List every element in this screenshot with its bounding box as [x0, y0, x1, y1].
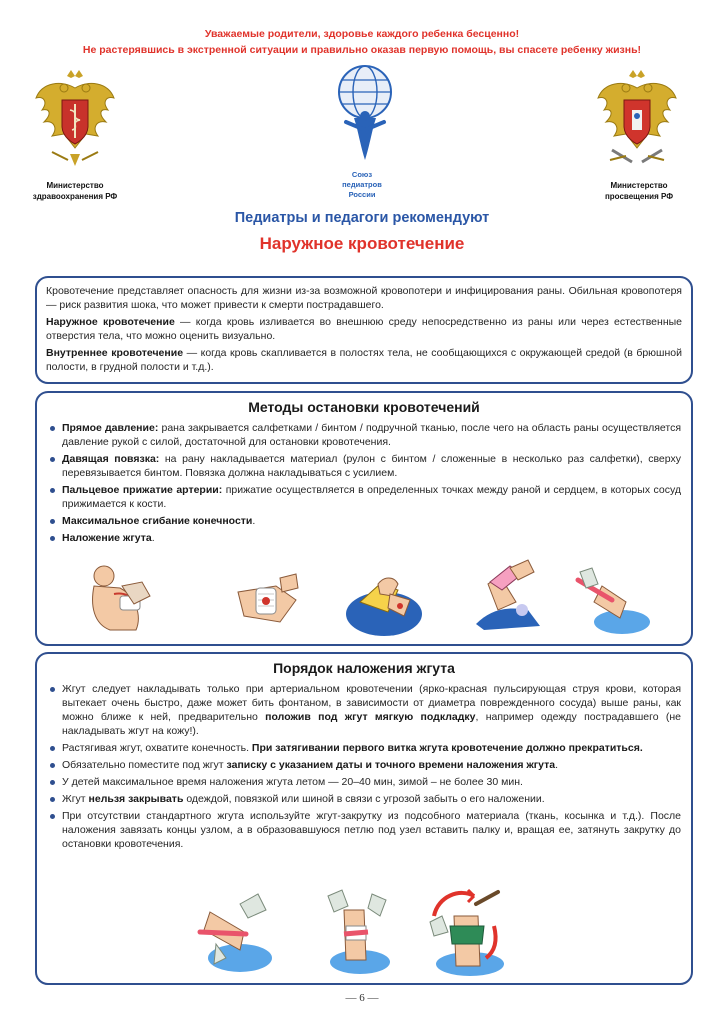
recommend-subtitle: Педиатры и педагоги рекомендуют [234, 210, 490, 226]
education-ministry-label [584, 180, 694, 202]
step-text: Обязательно поместите под жгут [62, 759, 227, 771]
pressure-bandage-illustration-icon [236, 566, 302, 636]
page-title: Наружное кровотечение [259, 234, 465, 253]
method-description: . [151, 532, 155, 544]
pediatricians-union-label [320, 170, 404, 200]
step-text: , например одежду пострадавшего (не накладывать жгут на кожу!). [62, 711, 681, 737]
step-text: . [555, 759, 559, 771]
external-bleeding-term: Наружное кровотечение [46, 316, 175, 328]
list-item [47, 809, 681, 851]
method-name: Максимальное сгибание конечности [62, 515, 253, 527]
pediatricians-union-label-line-2: педиатров [342, 180, 382, 189]
method-name: Прямое давление: [62, 422, 159, 434]
health-ministry-label-line-2: здравоохранения РФ [32, 192, 118, 201]
method-name: Наложение жгута [62, 532, 152, 544]
step-text: одеждой, повязкой или шиной в связи с угрозой забыть о его наложении. [183, 793, 545, 805]
step-emphasis: положив под жгут мягкую подкладку [265, 711, 476, 723]
step-text: Жгут следует накладывать только при артериальном кровотечении (ярко-красная пульсирующая струя крови, которая вытекает очень быстро, даже может бить фонтаном, в зависимости от диаметра поврежденного сосуда) выше раны, как можно ближе к ней, предварительно [62, 683, 681, 723]
step-text: Жгут [62, 793, 89, 805]
list-item [47, 792, 681, 806]
list-item [47, 483, 681, 511]
step-emphasis: записку с указанием даты и точного времени наложения жгута [226, 759, 556, 771]
method-description: прижатие осуществляется в определенных точках между раной и сердцем, в которых сосуд прижимается к кости. [62, 484, 681, 510]
list-item [47, 514, 681, 528]
list-item [47, 421, 681, 449]
pediatricians-union-label-line-1: Союз [351, 170, 373, 179]
page-number: — 6 — [345, 992, 379, 1004]
header-line-1: Уважаемые родители, здоровье каждого ребенка бесценно! [204, 28, 520, 40]
tourniquet-step-1-illustration-icon [196, 888, 274, 974]
tourniquet-method-illustration-icon [572, 566, 652, 636]
step-emphasis: нельзя закрывать [88, 793, 184, 805]
method-name: Пальцевое прижатие артерии: [62, 484, 223, 496]
list-item [47, 775, 681, 789]
header-line-2: Не растерявшись в экстренной ситуации и правильно оказав первую помощь, вы спасете ребенку жизнь! [82, 44, 642, 56]
list-item [47, 741, 681, 755]
step-text: При отсутствии стандартного жгута используйте жгут-закрутку из подсобного материала (ткань, косынка и т.д.). После наложения завязать концы узлом, а в образовавшуюся петлю под узел вставить палку и, вращая ее, затянуть закрутку до остановки кровотечения. [62, 810, 681, 850]
tourniquet-step-2-illustration-icon [322, 886, 394, 976]
method-description: . [252, 515, 256, 527]
step-text: Растягивая жгут, охватите конечность. [62, 742, 252, 754]
direct-pressure-illustration-icon [80, 556, 160, 634]
step-emphasis: При затягивании первого витка жгута кровотечение должно прекратиться. [251, 742, 643, 754]
education-ministry-emblem-icon [596, 68, 678, 172]
internal-bleeding-definition: — когда кровь скапливается в полостях тела, не сообщающихся с окружающей средой (в брюшной полости, в грудной полости и т.д.). [46, 347, 682, 373]
education-ministry-label-line-2: просвещения РФ [604, 192, 674, 201]
method-description: рана закрывается салфетками / бинтом / подручной тканью, после чего на область раны осуществляется давление рукой с силой, достаточной для остановки кровотечения. [62, 422, 682, 448]
method-name: Давящая повязка: [62, 453, 160, 465]
list-item [47, 758, 681, 772]
health-ministry-label-line-1: Министерство [46, 181, 104, 190]
intro-paragraph-2 [46, 315, 682, 343]
method-description: на рану накладывается материал (рулон с бинтом / сложенные в несколько раз салфетки), сверху перевязывается бинтом. Повязка должна накладываться с усилием. [62, 453, 681, 479]
limb-flexion-illustration-icon [470, 554, 546, 632]
list-item [47, 531, 681, 545]
methods-list [47, 421, 681, 545]
tourniquet-steps-list [47, 682, 681, 851]
tourniquet-title: Порядок наложения жгута [273, 660, 455, 676]
internal-bleeding-term: Внутреннее кровотечение [46, 347, 184, 359]
artery-compression-illustration-icon [344, 566, 424, 638]
pediatricians-union-logo-icon [326, 60, 404, 168]
intro-paragraph-3 [46, 346, 682, 374]
health-ministry-emblem-icon [34, 68, 116, 172]
list-item [47, 682, 681, 738]
pediatricians-union-label-line-3: России [348, 190, 376, 199]
intro-paragraph-1: Кровотечение представляет опасность для жизни из-за возможной кровопотери и инфицирования раны. Обильная кровопотеря — риск развития шока, что может привести к смерти пострадавшего. [46, 285, 682, 311]
intro-box [35, 276, 693, 384]
list-item [47, 452, 681, 480]
tourniquet-step-3-illustration-icon [424, 886, 510, 978]
external-bleeding-definition: — когда кровь изливается во внешнюю среду непосредственно из раны или через естественные отверстия тела, что можно оценить визуально. [46, 316, 682, 342]
health-ministry-label [20, 180, 130, 202]
step-text: У детей максимальное время наложения жгута летом — 20–40 мин, зимой – не более 30 мин. [62, 776, 523, 788]
methods-title: Методы остановки кровотечений [248, 399, 480, 415]
education-ministry-label-line-1: Министерство [610, 181, 668, 190]
